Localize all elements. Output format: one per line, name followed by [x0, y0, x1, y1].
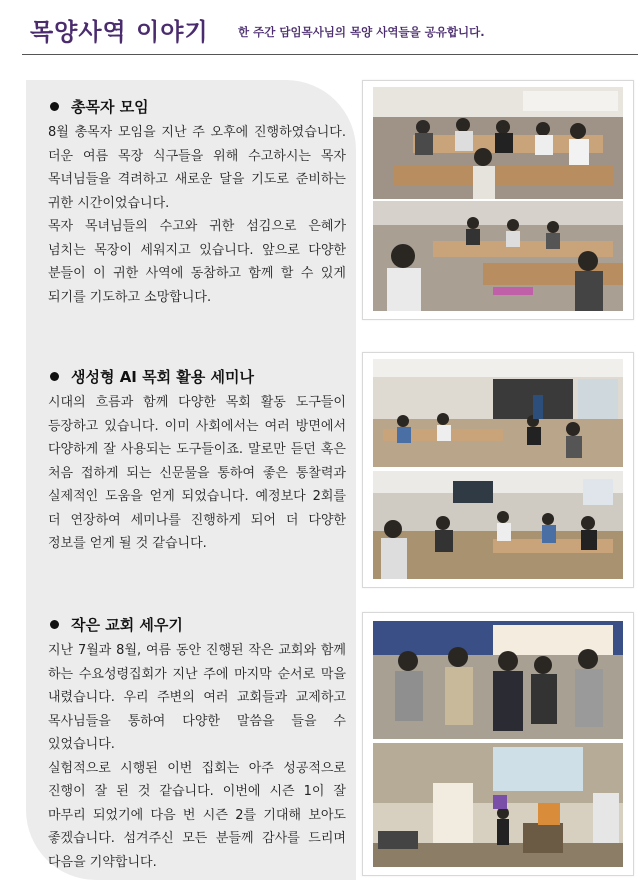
bullet-icon: [50, 620, 59, 629]
section-title: [50, 96, 346, 117]
header-divider: [22, 54, 638, 55]
photo-seminar-2: [373, 471, 623, 579]
photo-seminar-1: [373, 359, 623, 467]
section-leaders-meeting: [48, 96, 346, 309]
page-title: 목양사역 이야기: [30, 18, 209, 46]
section-title: [50, 366, 346, 387]
section-ai-seminar: [48, 366, 346, 556]
section-paragraph: 실험적으로 시행된 이번 집회는 아주 성공적으로 진행이 잘 된 것 같습니다. 이번에 시즌 1이 잘 마무리 되었기에 다음 번 시즌 2를 기대해 보아도 좋겠습니다. 섬겨주신 모든 분들께 감사를 드리며 다음을 기약합니다.: [48, 760, 346, 870]
section-title-text: 총목자 모임: [71, 98, 149, 116]
photo-meeting-room-1: [373, 87, 623, 199]
photo-meeting-room-2: [373, 201, 623, 311]
section-title-text: 작은 교회 세우기: [71, 616, 183, 634]
section-paragraph: 8월 총목자 모임을 지난 주 오후에 진행하였습니다. 더운 여름 목장 식구들을 위해 수고하시는 목자 목녀님들을 격려하고 새로운 달을 기도로 준비하는 귀한 시간이었습니다.: [48, 125, 346, 211]
photo-prayer: [373, 621, 623, 739]
section-paragraph: 지난 7월과 8월, 여름 동안 진행된 작은 교회와 함께 하는 수요성령집회가 지난 주에 마지막 순서로 막을 내렸습니다. 우리 주변의 여러 교회들과 교제하고 목사님들을 통하여 다양한 말씀을 들을 수 있었습니다.: [48, 643, 346, 752]
bullet-icon: [50, 372, 59, 381]
page-header: [0, 0, 642, 56]
section-paragraph: 목자 목녀님들의 수고와 귀한 섬김으로 은혜가 넘치는 목장이 세워지고 있습니다. 앞으로 다양한 분들이 이 귀한 사역에 동참하고 함께 할 수 있게 되기를 기도하고 소망합니다.: [48, 219, 346, 305]
photo-frame-seminar: [362, 352, 634, 588]
section-paragraph: 시대의 흐름과 함께 다양한 목회 활동 도구들이 등장하고 있습니다. 이미 사회에서는 여러 방면에서 다양하게 잘 사용되는 도구들이죠. 말로만 듣던 혹은 처음 접하게 되는 신문물을 통하여 좋은 통찰력과 실제적인 도움을 얻게 되었습니다. 예정보다 2회를 더 연장하여 세미나를 진행하게 되어 더 다양한 정보를 얻게 될 것 같습니다.: [48, 395, 346, 551]
photo-worship-stage: [373, 743, 623, 867]
section-small-church: [48, 614, 346, 874]
page-subtitle: 한 주간 담임목사님의 목양 사역들을 공유합니다.: [238, 25, 485, 39]
bullet-icon: [50, 102, 59, 111]
section-title: [50, 614, 346, 635]
photo-frame-small-church: [362, 612, 634, 876]
photo-frame-leaders: [362, 80, 634, 320]
section-title-text: 생성형 AI 목회 활용 세미나: [71, 368, 254, 386]
